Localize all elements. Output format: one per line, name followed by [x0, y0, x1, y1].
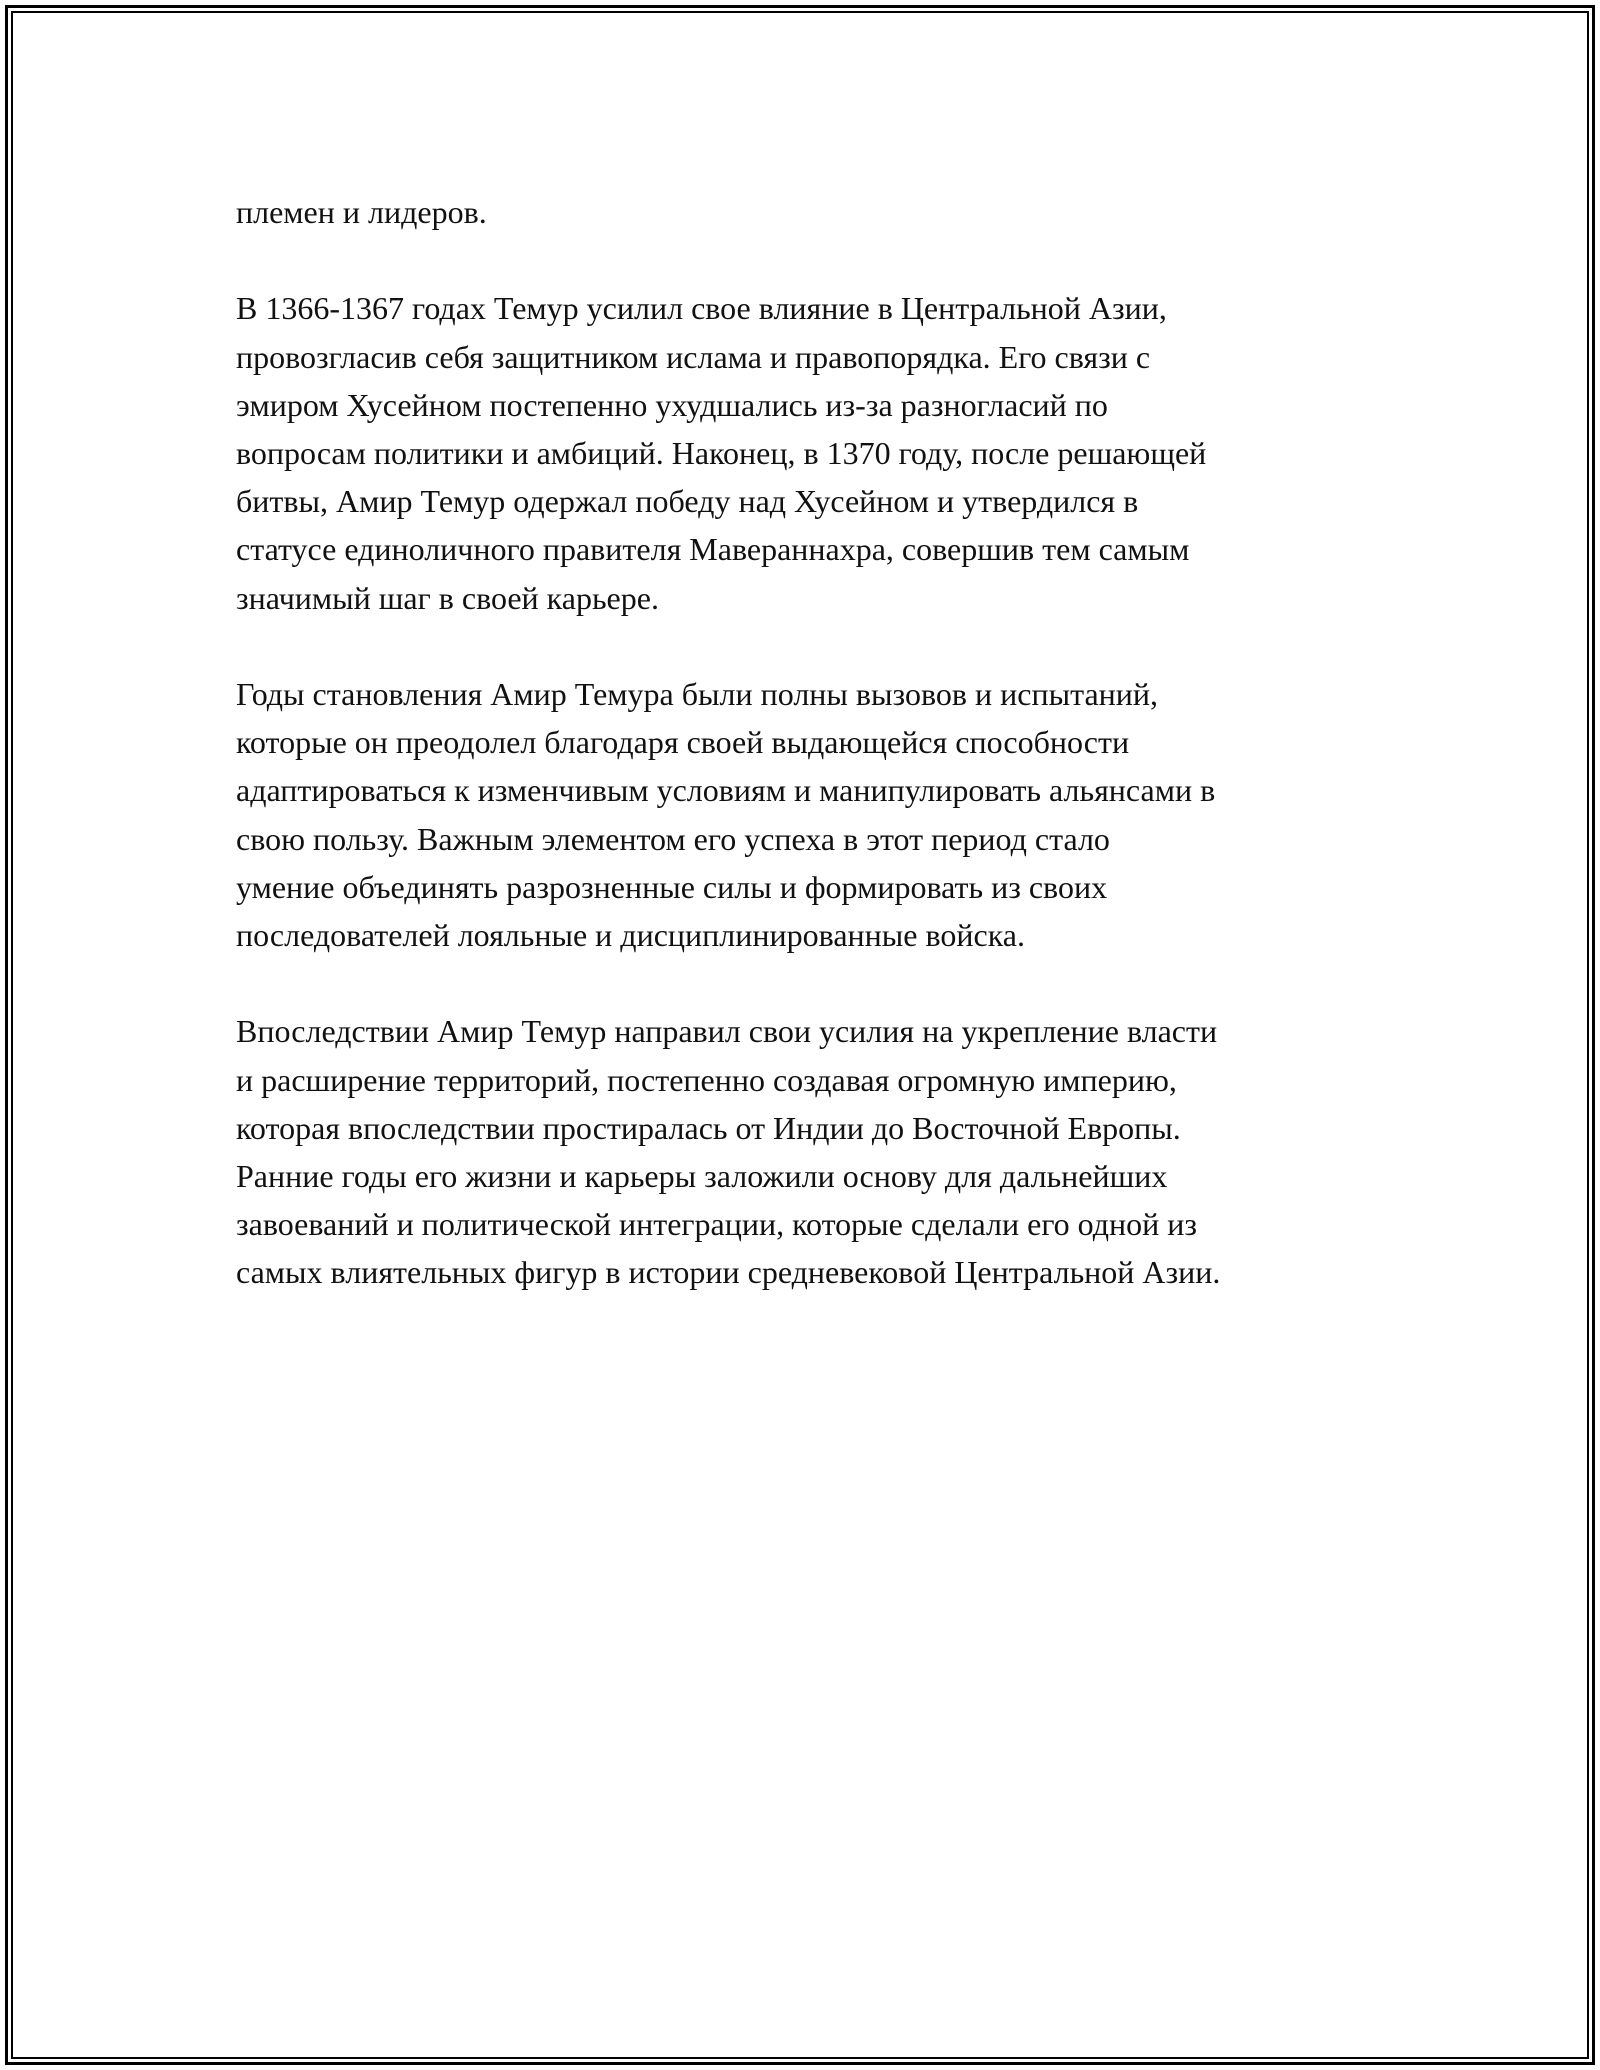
- paragraph-1: племен и лидеров.: [236, 194, 487, 230]
- paragraph-2: В 1366-1367 годах Темур усилил свое влияние в Центральной Азии, провозгласив себя защитником ислама и правопорядка. Его связи с эмиром Хусейном постепенно ухудшались из-за разногласий по вопросам политики и амбиций. Наконец, в 1370 году, после решающей битвы, Амир Темур одержал победу над Хусейном и утвердился в статусе единоличного правителя Мавераннахра, совершив тем самым значимый шаг в своей карьере.: [236, 290, 1207, 616]
- paragraph-3: Годы становления Амир Темура были полны вызовов и испытаний, которые он преодолел благодаря своей выдающейся способности адаптироваться к изменчивым условиям и манипулировать альянсами в свою пользу. Важным элементом его успеха в этот период стало умение объединять разрозненные силы и формировать из своих последователей лояльные и дисциплинированные войска.: [236, 676, 1216, 954]
- paragraph-4: Впоследствии Амир Темур направил свои усилия на укрепление власти и расширение территорий, постепенно создавая огромную империю, которая впоследствии простиралась от Индии до Восточной Европы. Ранние годы его жизни и карьеры заложили основу для дальнейших завоеваний и политической интеграции, которые сделали его одной из самых влиятельных фигур в истории средневековой Центральной Азии.: [236, 1013, 1221, 1291]
- document-body: [236, 188, 1376, 1297]
